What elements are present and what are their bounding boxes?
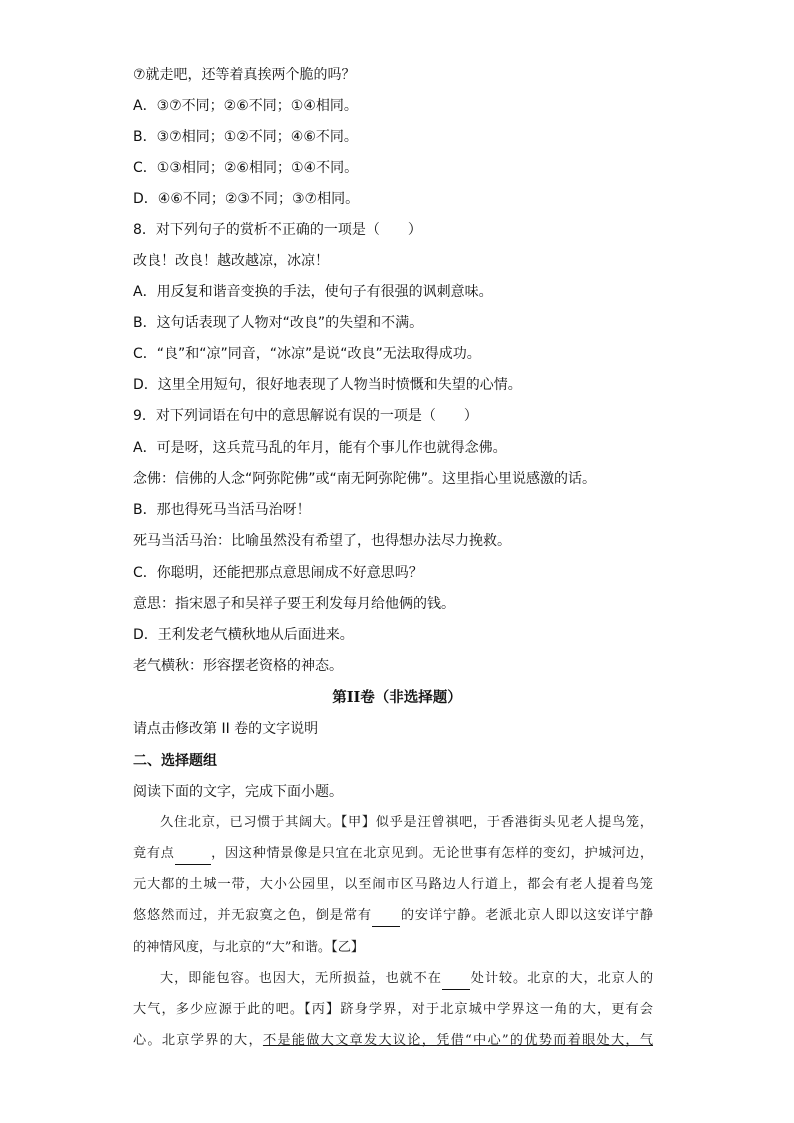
passage-text: 心。北京学界的大， [133,1033,263,1048]
definition-line: 死马当活马治：比喻虽然没有希望了，也得想办法尽力挽救。 [133,533,511,549]
question-8: 8．对下列句子的赏析不正确的一项是（ ） [133,222,422,238]
underlined-sentence: 不是能做大文章发大议论，凭借“中心”的优势而着眼处大，气 [262,1033,654,1048]
option-a: A．用反复和谐音变换的手法，使句子有很强的讽刺意味。 [133,284,493,300]
answer-blank [372,910,400,927]
definition-line: 意思：指宋恩子和吴祥子要王利发每月给他俩的钱。 [133,596,455,612]
option-b: B．那也得死马当活马治呀！ [133,502,311,518]
question-9: 9．对下列词语在句中的意思解说有误的一项是（ ） [133,408,478,424]
option-c: C．①③相同；②⑥相同；①④不同。 [133,160,359,176]
passage-line: 元大都的土城一带，大小公园里，以至闹市区马路边人行道上，都会有老人提着鸟笼 [133,877,653,892]
option-a: A．可是呀，这兵荒马乱的年月，能有个事儿作也就得念佛。 [133,440,507,456]
passage-line [133,905,653,927]
option-c: C．你聪明，还能把那点意思闹成不好意思吗？ [133,565,423,581]
passage-line [133,1030,653,1052]
option-c: C．“良”和“凉”同音，“冰凉”是说“改良”无法取得成功。 [133,346,481,362]
passage-line: 大气，多少应源于此的吧。【丙】跻身学界，对于北京城中学界这一角的大，更有会 [133,1002,653,1017]
passage-text: 竟有点 [133,846,175,861]
option-b: B．③⑦相同；①②不同；④⑥不同。 [133,129,358,145]
passage-text: 大，即能包容。也因大，无所损益，也就不在 [160,971,442,986]
definition-line: 老气横秋：形容摆老资格的神态。 [133,658,343,674]
option-d: D．王利发老气横秋地从后面进来。 [133,627,354,643]
passage-line [160,968,653,990]
instruction-line: 阅读下面的文字，完成下面小题。 [133,784,343,800]
passage-line [133,843,653,865]
passage-text: 悠悠然而过，并无寂寞之色，倒是常有 [133,908,372,923]
option-a: A．③⑦不同；②⑥不同；①④相同。 [133,98,358,114]
section-title: 第II卷（非选择题） [332,689,462,706]
option-d: D．这里全用短句，很好地表现了人物当时愤慨和失望的心情。 [133,377,522,393]
answer-blank [442,973,470,990]
quote-line: 改良！改良！越改越凉，冰凉！ [133,253,329,269]
section-note: 请点击修改第 II 卷的文字说明 [133,721,319,737]
passage-line: 的神情风度，与北京的“大”和谐。【乙】 [133,940,365,955]
passage-text: 的安详宁静。老派北京人即以这安详宁静 [399,908,654,923]
text-line: ⑦就走吧，还等着真挨两个脆的吗？ [133,67,356,83]
definition-line: 念佛：信佛的人念“阿弥陀佛”或“南无阿弥陀佛”。这里指心里说感激的话。 [133,471,597,487]
passage-text: ，因这种情景像是只宜在北京见到。无论世事有怎样的变幻，护城河边， [210,846,654,861]
answer-blank [175,848,211,865]
passage-line: 久住北京，已习惯于其阔大。【甲】似乎是汪曾祺吧，于香港街头见老人提鸟笼， [160,815,653,830]
section-heading: 二、选择题组 [133,753,217,769]
option-d: D．④⑥不同；②③不同；③⑦相同。 [133,191,360,207]
passage-text: 处计较。北京的大，北京人的 [469,971,654,986]
option-b: B．这句话表现了人物对“改良”的失望和不满。 [133,315,424,331]
